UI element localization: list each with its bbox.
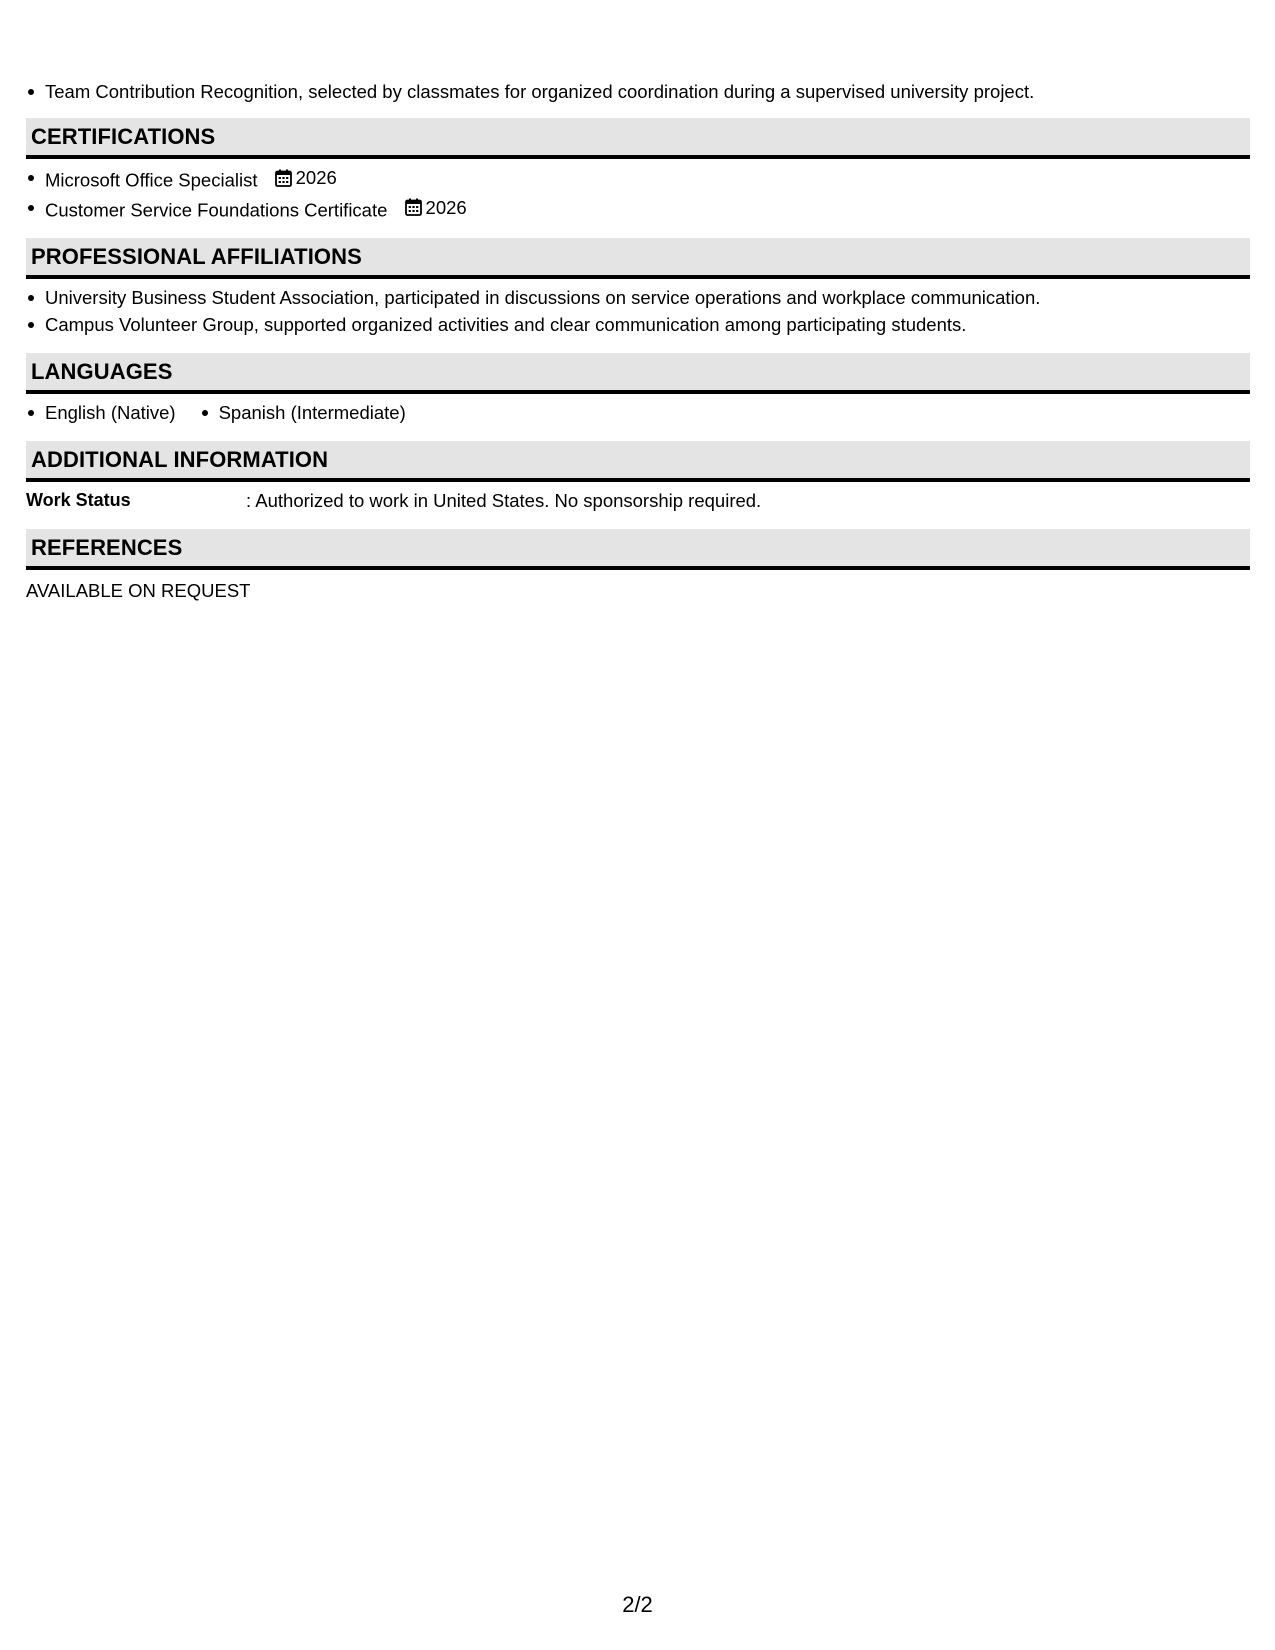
language-item: Spanish (Intermediate) [200,399,406,426]
certification-date [275,164,337,191]
work-status-row [26,487,1250,514]
languages-list [26,399,1250,426]
certification-item [26,194,1250,224]
section-heading-additional-information: ADDITIONAL INFORMATION [26,441,1250,482]
certification-item [26,164,1250,194]
resume-page-body [26,78,1250,604]
certification-name: Microsoft Office Specialist [45,169,258,191]
list-item: University Business Student Association, participated in discussions on service operations and workplace communication. [26,284,1250,311]
certification-name: Customer Service Foundations Certificate [45,199,388,220]
calendar-icon [275,169,292,187]
certifications-list [26,164,1250,223]
references-text: AVAILABLE ON REQUEST [26,580,251,601]
section-heading-languages: LANGUAGES [26,353,1250,394]
awards-list [26,78,1250,105]
work-status-value: : Authorized to work in United States. No sponsorship required. [246,490,762,511]
certification-year: 2026 [295,167,337,188]
list-item: Campus Volunteer Group, supported organized activities and clear communication among participating students. [26,311,1250,338]
certification-date [405,194,467,221]
calendar-icon [405,198,422,216]
section-heading-references: REFERENCES [26,529,1250,570]
section-heading-certifications: CERTIFICATIONS [26,118,1250,159]
work-status-label: Work Status [26,490,131,510]
language-item: English (Native) [26,399,176,426]
page-number: 2/2 [622,1592,653,1617]
affiliations-list [26,284,1250,338]
list-item: Team Contribution Recognition, selected by classmates for organized coordination during a supervised university project. [26,78,1250,105]
certification-year: 2026 [425,196,467,218]
section-heading-affiliations: PROFESSIONAL AFFILIATIONS [26,238,1250,279]
